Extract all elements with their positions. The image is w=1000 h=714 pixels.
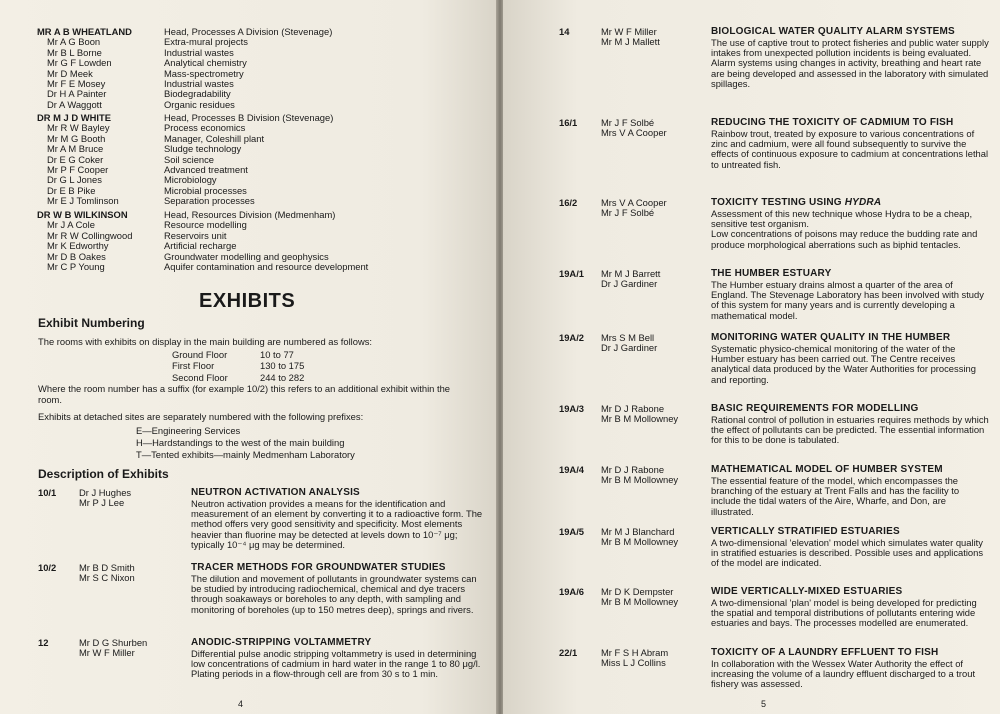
staff-role: Industrial wastes: [164, 46, 234, 58]
exhibit-title: VERTICALLY STRATIFIED ESTUARIES: [711, 526, 900, 537]
staff-role: Groundwater modelling and geophysics: [164, 250, 329, 262]
staff-group-processes-b: [37, 113, 487, 207]
exhibit-body: [711, 269, 989, 321]
exhibit-body: [711, 404, 989, 446]
staff-name: Mr F E Mosey: [47, 78, 106, 90]
exhibit-body: [711, 27, 989, 90]
staff-role: Reservoirs unit: [164, 229, 227, 241]
exhibit-number: 10/2: [38, 562, 57, 573]
exhibit-number: 16/1: [559, 117, 578, 128]
person-name: Mr J F Solbé: [601, 117, 655, 128]
staff-name: Mr A G Boon: [47, 36, 101, 48]
exhibit-number: 10/1: [38, 487, 57, 498]
person-name: Mr D G Shurben: [79, 637, 148, 648]
exhibit-title: MATHEMATICAL MODEL OF HUMBER SYSTEM: [711, 464, 943, 475]
staff-name: Dr E B Pike: [47, 184, 96, 196]
person-name: Mr F S H Abram: [601, 647, 669, 658]
suffix-note: Where the room number has a suffix (for example 10/2) this refers to an additional exhibit within the room.: [38, 383, 451, 405]
exhibit-people: [601, 333, 657, 354]
staff-name: Mr J A Cole: [47, 219, 95, 231]
staff-name: Mr M G Booth: [47, 132, 106, 144]
exhibit-body: [711, 648, 989, 690]
person-name: Mr B M Mollowney: [601, 413, 679, 425]
staff-name: Mr C P Young: [47, 261, 105, 273]
person-name: Mr B M Mollowney: [601, 536, 679, 548]
left-page: [0, 0, 497, 714]
person-name: Mr B M Mollowney: [601, 596, 679, 608]
exhibit-title: TOXICITY OF A LAUNDRY EFFLUENT TO FISH: [711, 647, 939, 658]
staff-row: [37, 262, 487, 272]
staff-role: Artificial recharge: [164, 240, 237, 252]
floor-name: Ground Floor: [172, 349, 228, 360]
person-name: Mr D J Rabone: [601, 403, 665, 414]
exhibit-description: In collaboration with the Wessex Water Authority the effect of increasing the volume of a laundry effluent discharged to a trout fishery was assessed.: [711, 657, 976, 690]
exhibit-body: [191, 488, 486, 551]
exhibit-description-para: Low concentrations of poisons may reduce the budding rate and produce morphological aberrations such as biphid tentacles.: [711, 228, 978, 250]
staff-role: Microbial processes: [164, 184, 247, 196]
exhibit-people: [601, 587, 678, 608]
exhibit-number: 19A/4: [559, 464, 585, 475]
staff-name: Dr H A Painter: [47, 88, 107, 100]
exhibit-description: [711, 209, 989, 251]
staff-head-row: [37, 210, 487, 220]
staff-row: [37, 175, 487, 185]
staff-name: DR W B WILKINSON: [37, 209, 128, 220]
exhibit-people: [601, 27, 660, 48]
person-name: Mr D K Dempster: [601, 586, 674, 597]
prefix-list: [136, 425, 355, 460]
person-name: Mr P J Lee: [79, 497, 125, 509]
staff-row: [37, 58, 487, 68]
staff-name: Mr B L Borne: [47, 46, 102, 58]
staff-name: Mr D Meek: [47, 67, 93, 79]
person-name: Miss L J Collins: [601, 657, 666, 669]
staff-name: DR M J D WHITE: [37, 112, 111, 123]
staff-name: Dr G L Jones: [47, 174, 102, 186]
staff-row: [37, 134, 487, 144]
person-name: Mr M J Barrett: [601, 268, 661, 279]
staff-role: Mass-spectrometry: [164, 67, 244, 79]
staff-row: [37, 144, 487, 154]
exhibit-title: REDUCING THE TOXICITY OF CADMIUM TO FISH: [711, 117, 954, 128]
exhibit-number: 19A/5: [559, 526, 585, 537]
staff-name: Mr A M Bruce: [47, 143, 104, 155]
exhibit-description: The essential feature of the model, which encompasses the branching of the estuary at Trent Falls and has the facility to include the tidal waters of the Aire, Wharfe, and Don, are illustrated.: [711, 474, 960, 517]
exhibit-number: 16/2: [559, 197, 578, 208]
person-name: Mr M J Mallett: [601, 36, 660, 48]
floor-name: First Floor: [172, 360, 215, 372]
exhibit-description: The dilution and movement of pollutants in groundwater systems can be studied by introducing radiochemical, chemical and dye tracers through soakaways or boreholes to any depth, with sampling and monitoring of boreholes (up to 150 metres deep), springs and rivers.: [191, 572, 477, 615]
exhibit-number: 14: [559, 26, 570, 37]
exhibit-title: BASIC REQUIREMENTS FOR MODELLING: [711, 403, 919, 414]
exhibit-body: [191, 563, 486, 615]
exhibit-title: ANODIC-STRIPPING VOLTAMMETRY: [191, 637, 372, 648]
staff-name: Mr G F Lowden: [47, 57, 112, 69]
exhibit-description: A two-dimensional 'elevation' model which simulates water quality in stratified estuaries is described. Possible uses and applications of the model are indicated.: [711, 536, 984, 569]
staff-role: Aquifer contamination and resource development: [164, 261, 369, 273]
staff-name: MR A B WHEATLAND: [37, 26, 132, 37]
exhibit-title: MONITORING WATER QUALITY IN THE HUMBER: [711, 332, 951, 343]
staff-row: [37, 89, 487, 99]
person-name: Mr D J Rabone: [601, 464, 665, 475]
person-name: Mrs S M Bell: [601, 332, 655, 343]
exhibit-body: [711, 333, 989, 385]
staff-row: [37, 37, 487, 47]
staff-name: Mr D B Oakes: [47, 250, 106, 262]
floor-row: [172, 372, 304, 383]
staff-name: Mr E J Tomlinson: [47, 195, 119, 207]
exhibit-people: [601, 269, 660, 290]
staff-role: Extra-mural projects: [164, 36, 248, 48]
person-name: Mr W F Miller: [601, 26, 657, 37]
person-name: Mrs V A Cooper: [601, 127, 667, 139]
staff-role: Biodegradability: [164, 88, 231, 100]
exhibit-description: A two-dimensional 'plan' model is being developed for predicting the spatial and temporal distributions of pollutants entering wide estuaries and bays. The processes modelled are enumerated.: [711, 596, 977, 629]
page-number: 4: [238, 699, 244, 709]
staff-group-processes-a: [37, 27, 487, 110]
exhibit-description: Rainbow trout, treated by exposure to various concentrations of zinc and cadmium, were all found subsequently to survive the effects of continuous exposure to cadmium at concentrations lethal to untreated fish.: [711, 127, 989, 170]
right-page: [503, 0, 1000, 714]
staff-row: [37, 100, 487, 110]
floor-range: 244 to 282: [260, 371, 305, 383]
staff-role: Microbiology: [164, 174, 217, 186]
prefix-item: E—Engineering Services: [136, 425, 241, 436]
staff-role: Sludge technology: [164, 143, 242, 155]
staff-row: [37, 196, 487, 206]
exhibit-title: THE HUMBER ESTUARY: [711, 268, 832, 279]
exhibit-people: [79, 488, 131, 509]
staff-role: Head, Processes B Division (Stevenage): [164, 112, 334, 123]
exhibit-description: Rational control of pollution in estuaries requires methods by which the effect of pollutants can be predicted. The essential information for this to be done is tabulated.: [711, 413, 989, 446]
staff-role: Head, Processes A Division (Stevenage): [164, 26, 333, 37]
staff-row: [37, 165, 487, 175]
floor-range: 130 to 175: [260, 360, 305, 372]
exhibit-number: 12: [38, 637, 49, 648]
staff-role: Analytical chemistry: [164, 57, 247, 69]
person-name: Mr S C Nixon: [79, 572, 135, 584]
exhibit-number: 19A/1: [559, 268, 585, 279]
floor-table: [172, 349, 304, 383]
person-name: Mrs V A Cooper: [601, 197, 667, 208]
person-name: Mr M J Blanchard: [601, 526, 675, 537]
description-heading: Description of Exhibits: [38, 467, 169, 481]
exhibit-number: 19A/6: [559, 586, 585, 597]
exhibit-description: The Humber estuary drains almost a quarter of the area of England. The Stevenage Laboratory has been involved with study of this system for many years and is currently developing a mathematical model.: [711, 278, 984, 321]
prefix-item: T—Tented exhibits—mainly Medmenham Laboratory: [136, 448, 355, 460]
exhibit-body: [711, 465, 989, 517]
staff-role: Organic residues: [164, 98, 235, 110]
exhibit-description: The use of captive trout to protect fisheries and public water supply intakes from unexpected pollution incidents is being evaluated. Alarm systems using changes in activity, breathing and heart rate are being developed and assessed in the laboratory with simulated spillages.: [711, 36, 989, 90]
person-name: Dr J Gardiner: [601, 342, 658, 354]
person-name: Mr W F Miller: [79, 647, 135, 659]
staff-role: Process economics: [164, 122, 246, 134]
exhibit-title-italic: HYDRA: [844, 197, 882, 208]
exhibit-title: [711, 198, 989, 209]
floor-row: [172, 349, 304, 360]
person-name: Mr B D Smith: [79, 562, 135, 573]
staff-role: Advanced treatment: [164, 164, 248, 176]
exhibit-body: [711, 587, 989, 629]
person-name: Mr J F Solbé: [601, 207, 655, 219]
floor-name: Second Floor: [172, 371, 228, 383]
staff-name: Dr E G Coker: [47, 153, 104, 165]
staff-role: Manager, Coleshill plant: [164, 132, 265, 144]
exhibit-people: [601, 404, 678, 425]
person-name: Dr J Hughes: [79, 487, 132, 498]
exhibit-description: Differential pulse anodic stripping voltammetry is used in determining low concentrations of cadmium in hard water in the range 1 to 80 μg/l. Plating periods in a flow-through cell are from 30 s to 1 min.: [191, 647, 481, 680]
page-number: 5: [761, 699, 767, 709]
exhibit-body: [711, 527, 989, 569]
staff-name: Mr R W Collingwood: [47, 229, 133, 241]
exhibit-people: [601, 198, 667, 219]
exhibit-people: [601, 527, 678, 548]
floor-range: 10 to 77: [260, 349, 294, 360]
staff-role: Soil science: [164, 153, 215, 165]
exhibit-body: [711, 118, 989, 170]
exhibit-title: TRACER METHODS FOR GROUNDWATER STUDIES: [191, 562, 446, 573]
prefix-item: H—Hardstandings to the west of the main building: [136, 436, 345, 448]
staff-role: Head, Resources Division (Medmenham): [164, 209, 336, 220]
exhibit-title: NEUTRON ACTIVATION ANALYSIS: [191, 487, 360, 498]
exhibit-title: BIOLOGICAL WATER QUALITY ALARM SYSTEMS: [711, 26, 955, 37]
numbering-intro: The rooms with exhibits on display in the main building are numbered as follows:: [38, 336, 373, 347]
exhibit-people: [79, 638, 147, 659]
staff-name: Mr K Edworthy: [47, 240, 109, 252]
exhibit-people: [601, 648, 668, 669]
exhibit-title-text: TOXICITY TESTING USING: [711, 197, 842, 208]
staff-role: Industrial wastes: [164, 78, 234, 90]
exhibit-description-para: Assessment of this new technique whose Hydra to be a cheap, sensitive test organism.: [711, 207, 973, 229]
exhibit-description: Systematic physico-chemical monitoring of the water of the Humber estuary has been carried out. The Centre receives analytical data produced by the Water Authorities for processing and reporting.: [711, 342, 976, 385]
exhibits-title: EXHIBITS: [199, 290, 296, 312]
exhibit-description: Neutron activation provides a means for the identification and measurement of an element by converting it to a radioactive form. The method offers very good sensitivity and specificity. Most elements heavier than fluorine may be detected at levels down to 10⁻⁷ μg; typically 10⁻⁴ μg may be determined.: [191, 497, 483, 551]
exhibit-people: [601, 465, 678, 486]
staff-head-row: [37, 27, 487, 37]
exhibit-people: [79, 563, 135, 584]
person-name: Mr B M Mollowney: [601, 474, 679, 486]
staff-name: Mr P F Cooper: [47, 164, 109, 176]
exhibit-body: [711, 198, 989, 250]
exhibit-number: 22/1: [559, 647, 578, 658]
staff-role: Resource modelling: [164, 219, 247, 231]
exhibit-numbering-heading: Exhibit Numbering: [38, 316, 145, 330]
exhibit-number: 19A/2: [559, 332, 585, 343]
floor-row: [172, 360, 304, 371]
exhibit-body: [191, 638, 486, 680]
staff-name: Mr R W Bayley: [47, 122, 110, 134]
exhibit-title: WIDE VERTICALLY-MIXED ESTUARIES: [711, 586, 903, 597]
detached-note: Exhibits at detached sites are separately numbered with the following prefixes:: [38, 411, 364, 422]
staff-group-resources: [37, 210, 487, 272]
person-name: Dr J Gardiner: [601, 278, 658, 290]
exhibit-people: [601, 118, 667, 139]
exhibit-number: 19A/3: [559, 403, 585, 414]
staff-role: Separation processes: [164, 195, 255, 207]
staff-name: Dr A Waggott: [47, 98, 102, 110]
